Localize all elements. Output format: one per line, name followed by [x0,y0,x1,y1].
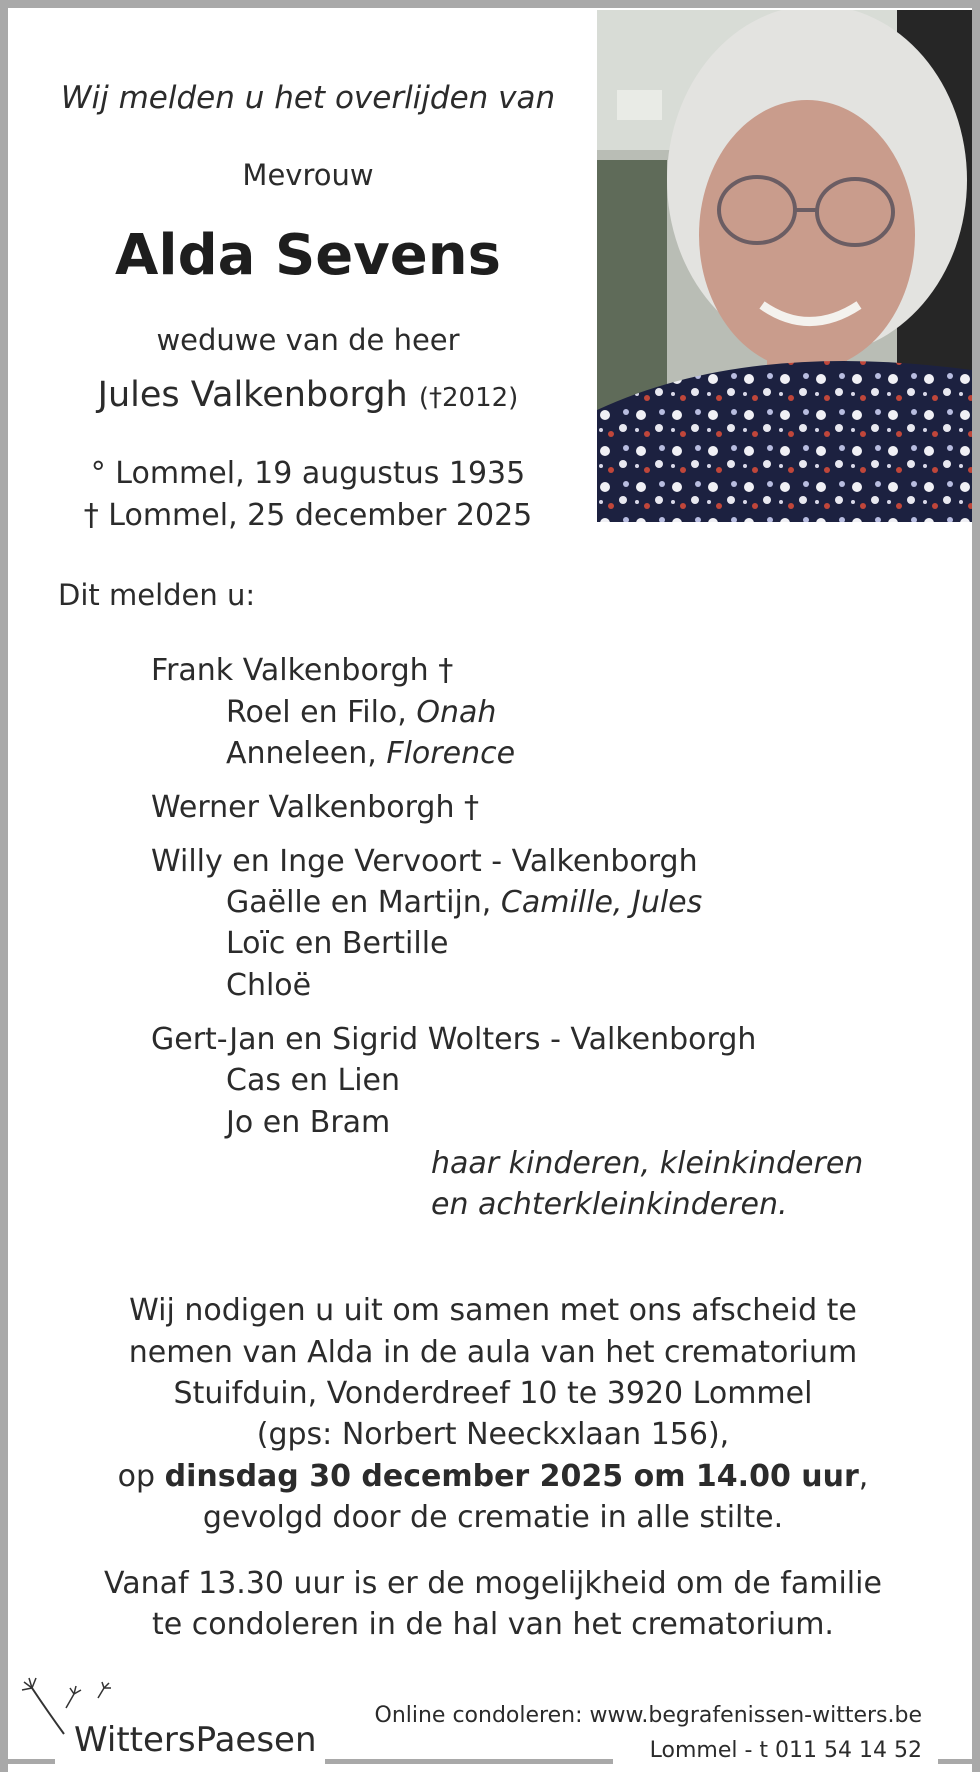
birth-line: ° Lommel, 19 augustus 1935 [90,456,526,491]
ceremony-datetime: dinsdag 30 december 2025 om 14.00 uur [164,1459,859,1494]
family-line: Jo en Bram [226,1105,391,1140]
family-line: Cas en Lien [226,1063,401,1098]
logo-text: WittersPaesen [74,1720,317,1760]
family-line: Loïc en Bertille [226,926,449,961]
portrait-illustration [597,10,972,522]
family-line: Gert-Jan en Sigrid Wolters - Valkenborgh [151,1022,757,1057]
bottom-border-right [938,1759,980,1764]
bottom-border-middle [325,1759,613,1764]
ceremony-line: Wij nodigen u uit om samen met ons afscheid te [129,1293,857,1328]
spouse-name: Jules Valkenborgh [97,375,408,415]
ceremony-line: Stuifduin, Vonderdreef 10 te 3920 Lommel [173,1376,813,1411]
ceremony-line: nemen van Alda in de aula van het crematorium [128,1335,858,1370]
family-line: Frank Valkenborgh † [151,653,454,688]
family-heading: Dit melden u: [58,578,256,612]
spouse-line [18,375,598,415]
intro-text: Wij melden u het overlijden van [60,80,556,116]
family-line: Roel en Filo, Onah [226,695,497,730]
deceased-name: Alda Sevens [115,223,501,288]
family-line: Gaëlle en Martijn, Camille, Jules [226,885,703,920]
ceremony-line: (gps: Norbert Neeckxlaan 156), [256,1417,730,1452]
family-line: Anneleen, Florence [226,736,516,771]
family-line: Chloë [226,968,312,1003]
family-closing-line: en achterkleinkinderen. [431,1187,788,1222]
family-line: Willy en Inge Vervoort - Valkenborgh [151,844,698,879]
contact-phone: Lommel - t 011 54 14 52 [649,1738,922,1763]
online-condolence-link[interactable]: Online condoleren: www.begrafenissen-witters.be [374,1703,922,1728]
family-closing-line: haar kinderen, kleinkinderen [431,1146,864,1181]
ceremony-datetime-line: op dinsdag 30 december 2025 om 14.00 uur, [117,1459,869,1494]
honorific: Mevrouw [242,158,374,192]
portrait-photo [597,10,972,522]
bottom-border-left [0,1759,55,1764]
condolence-line: Vanaf 13.30 uur is er de mogelijkheid om de familie [104,1566,882,1601]
condolence-line: te condoleren in de hal van het crematorium. [152,1607,834,1642]
spouse-death-year: (†2012) [418,383,519,413]
ceremony-line: gevolgd door de crematie in alle stilte. [202,1500,784,1535]
relation-text: weduwe van de heer [156,323,460,357]
family-line: Werner Valkenborgh † [151,790,479,825]
death-line: † Lommel, 25 december 2025 [83,498,533,533]
